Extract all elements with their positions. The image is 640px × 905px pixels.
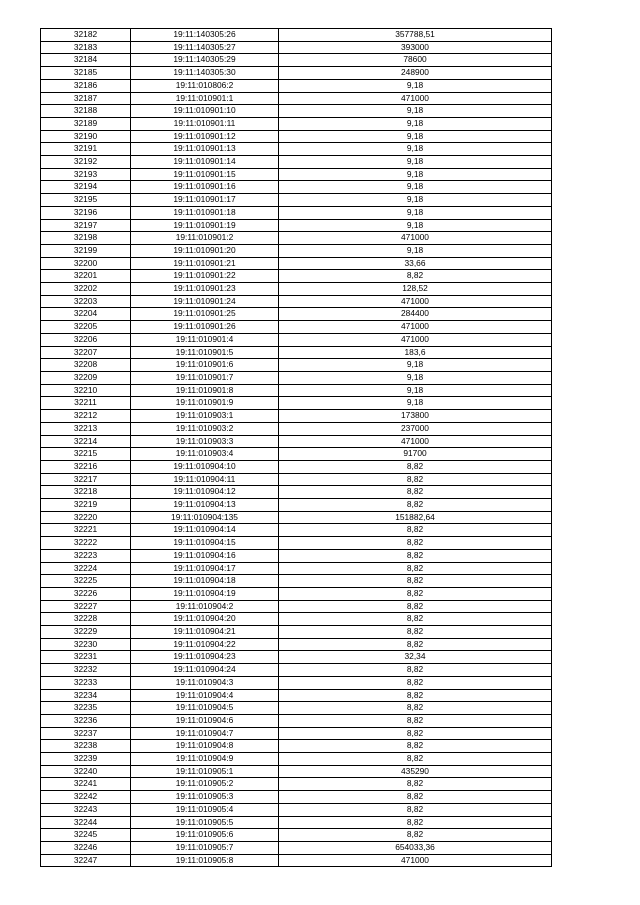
cadastral-number-cell: 19:11:010905:5 xyxy=(131,816,279,829)
value-cell: 8,82 xyxy=(279,524,552,537)
value-cell: 8,82 xyxy=(279,638,552,651)
table-row xyxy=(41,435,552,448)
value-cell: 9,18 xyxy=(279,168,552,181)
value-cell: 471000 xyxy=(279,92,552,105)
table-row xyxy=(41,219,552,232)
row-number-cell: 32221 xyxy=(41,524,131,537)
value-cell: 173800 xyxy=(279,410,552,423)
row-number-cell: 32230 xyxy=(41,638,131,651)
table-row xyxy=(41,575,552,588)
table-row xyxy=(41,232,552,245)
value-cell: 9,18 xyxy=(279,156,552,169)
value-cell: 471000 xyxy=(279,854,552,867)
value-cell: 78600 xyxy=(279,54,552,67)
cadastral-number-cell: 19:11:010901:19 xyxy=(131,219,279,232)
table-row xyxy=(41,829,552,842)
cadastral-number-cell: 19:11:010904:23 xyxy=(131,651,279,664)
value-cell: 9,18 xyxy=(279,359,552,372)
table-row xyxy=(41,600,552,613)
cadastral-number-cell: 19:11:010901:5 xyxy=(131,346,279,359)
table-row xyxy=(41,524,552,537)
value-cell: 8,82 xyxy=(279,460,552,473)
cadastral-number-cell: 19:11:140305:27 xyxy=(131,41,279,54)
cadastral-number-cell: 19:11:010903:2 xyxy=(131,422,279,435)
row-number-cell: 32214 xyxy=(41,435,131,448)
row-number-cell: 32243 xyxy=(41,803,131,816)
table-row xyxy=(41,29,552,42)
value-cell: 8,82 xyxy=(279,803,552,816)
cadastral-number-cell: 19:11:010904:5 xyxy=(131,702,279,715)
value-cell: 9,18 xyxy=(279,384,552,397)
cadastral-number-cell: 19:11:140305:29 xyxy=(131,54,279,67)
value-cell: 8,82 xyxy=(279,714,552,727)
value-cell: 9,18 xyxy=(279,130,552,143)
table-row xyxy=(41,422,552,435)
table-row xyxy=(41,753,552,766)
row-number-cell: 32235 xyxy=(41,702,131,715)
cadastral-number-cell: 19:11:010904:14 xyxy=(131,524,279,537)
value-cell: 32,34 xyxy=(279,651,552,664)
row-number-cell: 32200 xyxy=(41,257,131,270)
table-row xyxy=(41,333,552,346)
table-row xyxy=(41,206,552,219)
row-number-cell: 32234 xyxy=(41,689,131,702)
cadastral-number-cell: 19:11:010901:22 xyxy=(131,270,279,283)
cadastral-number-cell: 19:11:010901:11 xyxy=(131,117,279,130)
row-number-cell: 32247 xyxy=(41,854,131,867)
row-number-cell: 32244 xyxy=(41,816,131,829)
row-number-cell: 32193 xyxy=(41,168,131,181)
value-cell: 8,82 xyxy=(279,499,552,512)
row-number-cell: 32229 xyxy=(41,626,131,639)
value-cell: 9,18 xyxy=(279,206,552,219)
row-number-cell: 32245 xyxy=(41,829,131,842)
row-number-cell: 32207 xyxy=(41,346,131,359)
table-row xyxy=(41,816,552,829)
value-cell: 8,82 xyxy=(279,664,552,677)
value-cell: 9,18 xyxy=(279,194,552,207)
value-cell: 8,82 xyxy=(279,791,552,804)
cadastral-number-cell: 19:11:010905:4 xyxy=(131,803,279,816)
cadastral-number-cell: 19:11:010905:7 xyxy=(131,842,279,855)
cadastral-number-cell: 19:11:010904:19 xyxy=(131,587,279,600)
value-cell: 8,82 xyxy=(279,486,552,499)
value-cell: 8,82 xyxy=(279,702,552,715)
table-row xyxy=(41,664,552,677)
row-number-cell: 32220 xyxy=(41,511,131,524)
cadastral-number-cell: 19:11:010904:18 xyxy=(131,575,279,588)
row-number-cell: 32239 xyxy=(41,753,131,766)
value-cell: 471000 xyxy=(279,295,552,308)
value-cell: 248900 xyxy=(279,67,552,80)
cadastral-number-cell: 19:11:010904:12 xyxy=(131,486,279,499)
row-number-cell: 32204 xyxy=(41,308,131,321)
table-row xyxy=(41,778,552,791)
cadastral-number-cell: 19:11:010905:1 xyxy=(131,765,279,778)
cadastral-number-cell: 19:11:010901:24 xyxy=(131,295,279,308)
row-number-cell: 32188 xyxy=(41,105,131,118)
table-row xyxy=(41,549,552,562)
row-number-cell: 32210 xyxy=(41,384,131,397)
table-row xyxy=(41,371,552,384)
row-number-cell: 32201 xyxy=(41,270,131,283)
value-cell: 8,82 xyxy=(279,829,552,842)
value-cell: 8,82 xyxy=(279,549,552,562)
cadastral-number-cell: 19:11:010901:13 xyxy=(131,143,279,156)
cadastral-number-cell: 19:11:010901:21 xyxy=(131,257,279,270)
table-row xyxy=(41,308,552,321)
row-number-cell: 32199 xyxy=(41,244,131,257)
row-number-cell: 32217 xyxy=(41,473,131,486)
value-cell: 9,18 xyxy=(279,181,552,194)
value-cell: 8,82 xyxy=(279,473,552,486)
table-row xyxy=(41,54,552,67)
row-number-cell: 32192 xyxy=(41,156,131,169)
row-number-cell: 32202 xyxy=(41,283,131,296)
row-number-cell: 32218 xyxy=(41,486,131,499)
table-row xyxy=(41,384,552,397)
row-number-cell: 32213 xyxy=(41,422,131,435)
cadastral-number-cell: 19:11:010901:17 xyxy=(131,194,279,207)
data-table xyxy=(40,28,552,867)
cadastral-number-cell: 19:11:010904:15 xyxy=(131,537,279,550)
cadastral-number-cell: 19:11:010901:18 xyxy=(131,206,279,219)
row-number-cell: 32216 xyxy=(41,460,131,473)
table-row xyxy=(41,257,552,270)
value-cell: 8,82 xyxy=(279,816,552,829)
table-row xyxy=(41,41,552,54)
row-number-cell: 32190 xyxy=(41,130,131,143)
value-cell: 8,82 xyxy=(279,562,552,575)
table-row xyxy=(41,194,552,207)
table-row xyxy=(41,651,552,664)
table-row xyxy=(41,473,552,486)
table-row xyxy=(41,117,552,130)
row-number-cell: 32194 xyxy=(41,181,131,194)
value-cell: 9,18 xyxy=(279,117,552,130)
cadastral-number-cell: 19:11:010904:13 xyxy=(131,499,279,512)
table-row xyxy=(41,105,552,118)
cadastral-number-cell: 19:11:010901:7 xyxy=(131,371,279,384)
table-row xyxy=(41,765,552,778)
table-row xyxy=(41,854,552,867)
table-row xyxy=(41,283,552,296)
table-row xyxy=(41,791,552,804)
table-row xyxy=(41,321,552,334)
table-row xyxy=(41,448,552,461)
table-row xyxy=(41,397,552,410)
table-row xyxy=(41,803,552,816)
value-cell: 357788,51 xyxy=(279,29,552,42)
value-cell: 9,18 xyxy=(279,143,552,156)
row-number-cell: 32186 xyxy=(41,79,131,92)
row-number-cell: 32185 xyxy=(41,67,131,80)
cadastral-number-cell: 19:11:010903:3 xyxy=(131,435,279,448)
value-cell: 151882,64 xyxy=(279,511,552,524)
row-number-cell: 32232 xyxy=(41,664,131,677)
table-row xyxy=(41,486,552,499)
row-number-cell: 32215 xyxy=(41,448,131,461)
value-cell: 393000 xyxy=(279,41,552,54)
cadastral-number-cell: 19:11:010904:10 xyxy=(131,460,279,473)
cadastral-number-cell: 19:11:010901:14 xyxy=(131,156,279,169)
row-number-cell: 32238 xyxy=(41,740,131,753)
cadastral-number-cell: 19:11:010904:3 xyxy=(131,676,279,689)
table-row xyxy=(41,168,552,181)
row-number-cell: 32206 xyxy=(41,333,131,346)
row-number-cell: 32241 xyxy=(41,778,131,791)
row-number-cell: 32191 xyxy=(41,143,131,156)
value-cell: 9,18 xyxy=(279,219,552,232)
table-row xyxy=(41,67,552,80)
row-number-cell: 32222 xyxy=(41,537,131,550)
value-cell: 8,82 xyxy=(279,626,552,639)
cadastral-number-cell: 19:11:010904:24 xyxy=(131,664,279,677)
cadastral-number-cell: 19:11:140305:26 xyxy=(131,29,279,42)
row-number-cell: 32184 xyxy=(41,54,131,67)
value-cell: 8,82 xyxy=(279,587,552,600)
table-row xyxy=(41,626,552,639)
value-cell: 8,82 xyxy=(279,575,552,588)
value-cell: 9,18 xyxy=(279,79,552,92)
cadastral-number-cell: 19:11:010903:4 xyxy=(131,448,279,461)
cadastral-number-cell: 19:11:010901:4 xyxy=(131,333,279,346)
value-cell: 128,52 xyxy=(279,283,552,296)
value-cell: 8,82 xyxy=(279,600,552,613)
table-row xyxy=(41,346,552,359)
cadastral-number-cell: 19:11:010904:9 xyxy=(131,753,279,766)
cadastral-number-cell: 19:11:010901:20 xyxy=(131,244,279,257)
cadastral-number-cell: 19:11:010901:12 xyxy=(131,130,279,143)
table-row xyxy=(41,562,552,575)
cadastral-number-cell: 19:11:010905:6 xyxy=(131,829,279,842)
value-cell: 435290 xyxy=(279,765,552,778)
row-number-cell: 32189 xyxy=(41,117,131,130)
cadastral-number-cell: 19:11:010904:21 xyxy=(131,626,279,639)
table-row xyxy=(41,638,552,651)
value-cell: 471000 xyxy=(279,333,552,346)
value-cell: 9,18 xyxy=(279,397,552,410)
row-number-cell: 32211 xyxy=(41,397,131,410)
row-number-cell: 32187 xyxy=(41,92,131,105)
cadastral-number-cell: 19:11:010901:9 xyxy=(131,397,279,410)
row-number-cell: 32242 xyxy=(41,791,131,804)
table-row xyxy=(41,613,552,626)
cadastral-number-cell: 19:11:010904:17 xyxy=(131,562,279,575)
value-cell: 8,82 xyxy=(279,613,552,626)
table-body xyxy=(41,29,552,867)
table-row xyxy=(41,156,552,169)
row-number-cell: 32224 xyxy=(41,562,131,575)
table-row xyxy=(41,689,552,702)
row-number-cell: 32219 xyxy=(41,499,131,512)
row-number-cell: 32246 xyxy=(41,842,131,855)
value-cell: 8,82 xyxy=(279,689,552,702)
value-cell: 8,82 xyxy=(279,740,552,753)
table-row xyxy=(41,511,552,524)
cadastral-number-cell: 19:11:010901:26 xyxy=(131,321,279,334)
cadastral-number-cell: 19:11:010904:16 xyxy=(131,549,279,562)
table-row xyxy=(41,181,552,194)
table-row xyxy=(41,79,552,92)
value-cell: 654033,36 xyxy=(279,842,552,855)
cadastral-number-cell: 19:11:010901:10 xyxy=(131,105,279,118)
table-row xyxy=(41,676,552,689)
row-number-cell: 32233 xyxy=(41,676,131,689)
row-number-cell: 32196 xyxy=(41,206,131,219)
row-number-cell: 32237 xyxy=(41,727,131,740)
cadastral-number-cell: 19:11:010806:2 xyxy=(131,79,279,92)
value-cell: 9,18 xyxy=(279,371,552,384)
row-number-cell: 32208 xyxy=(41,359,131,372)
row-number-cell: 32226 xyxy=(41,587,131,600)
value-cell: 237000 xyxy=(279,422,552,435)
row-number-cell: 32205 xyxy=(41,321,131,334)
row-number-cell: 32236 xyxy=(41,714,131,727)
row-number-cell: 32225 xyxy=(41,575,131,588)
row-number-cell: 32198 xyxy=(41,232,131,245)
cadastral-number-cell: 19:11:010905:3 xyxy=(131,791,279,804)
table-row xyxy=(41,587,552,600)
table-row xyxy=(41,92,552,105)
value-cell: 8,82 xyxy=(279,753,552,766)
cadastral-number-cell: 19:11:010904:20 xyxy=(131,613,279,626)
row-number-cell: 32182 xyxy=(41,29,131,42)
row-number-cell: 32212 xyxy=(41,410,131,423)
table-row xyxy=(41,714,552,727)
row-number-cell: 32209 xyxy=(41,371,131,384)
table-row xyxy=(41,499,552,512)
cadastral-number-cell: 19:11:010901:16 xyxy=(131,181,279,194)
value-cell: 284400 xyxy=(279,308,552,321)
row-number-cell: 32203 xyxy=(41,295,131,308)
cadastral-number-cell: 19:11:010904:22 xyxy=(131,638,279,651)
row-number-cell: 32227 xyxy=(41,600,131,613)
table-row xyxy=(41,270,552,283)
cadastral-number-cell: 19:11:010901:8 xyxy=(131,384,279,397)
row-number-cell: 32223 xyxy=(41,549,131,562)
row-number-cell: 32231 xyxy=(41,651,131,664)
row-number-cell: 32228 xyxy=(41,613,131,626)
cadastral-number-cell: 19:11:010904:4 xyxy=(131,689,279,702)
row-number-cell: 32240 xyxy=(41,765,131,778)
value-cell: 8,82 xyxy=(279,270,552,283)
cadastral-number-cell: 19:11:010901:6 xyxy=(131,359,279,372)
row-number-cell: 32197 xyxy=(41,219,131,232)
cadastral-number-cell: 19:11:010904:2 xyxy=(131,600,279,613)
cadastral-number-cell: 19:11:010904:7 xyxy=(131,727,279,740)
value-cell: 183,6 xyxy=(279,346,552,359)
value-cell: 8,82 xyxy=(279,537,552,550)
value-cell: 91700 xyxy=(279,448,552,461)
row-number-cell: 32183 xyxy=(41,41,131,54)
table-row xyxy=(41,727,552,740)
value-cell: 9,18 xyxy=(279,244,552,257)
table-row xyxy=(41,842,552,855)
cadastral-number-cell: 19:11:010904:6 xyxy=(131,714,279,727)
cadastral-number-cell: 19:11:010901:25 xyxy=(131,308,279,321)
table-row xyxy=(41,295,552,308)
table-row xyxy=(41,130,552,143)
cadastral-number-cell: 19:11:010901:2 xyxy=(131,232,279,245)
value-cell: 8,82 xyxy=(279,676,552,689)
value-cell: 471000 xyxy=(279,321,552,334)
value-cell: 33,66 xyxy=(279,257,552,270)
table-row xyxy=(41,410,552,423)
table-row xyxy=(41,460,552,473)
value-cell: 8,82 xyxy=(279,727,552,740)
cadastral-number-cell: 19:11:010901:15 xyxy=(131,168,279,181)
cadastral-number-cell: 19:11:010903:1 xyxy=(131,410,279,423)
cadastral-number-cell: 19:11:010905:2 xyxy=(131,778,279,791)
table-row xyxy=(41,244,552,257)
value-cell: 471000 xyxy=(279,232,552,245)
cadastral-number-cell: 19:11:010904:11 xyxy=(131,473,279,486)
table-row xyxy=(41,740,552,753)
cadastral-number-cell: 19:11:010905:8 xyxy=(131,854,279,867)
table-row xyxy=(41,143,552,156)
value-cell: 9,18 xyxy=(279,105,552,118)
value-cell: 471000 xyxy=(279,435,552,448)
row-number-cell: 32195 xyxy=(41,194,131,207)
cadastral-number-cell: 19:11:140305:30 xyxy=(131,67,279,80)
cadastral-number-cell: 19:11:010904:135 xyxy=(131,511,279,524)
cadastral-number-cell: 19:11:010901:23 xyxy=(131,283,279,296)
cadastral-number-cell: 19:11:010901:1 xyxy=(131,92,279,105)
table-row xyxy=(41,702,552,715)
cadastral-number-cell: 19:11:010904:8 xyxy=(131,740,279,753)
table-row xyxy=(41,359,552,372)
value-cell: 8,82 xyxy=(279,778,552,791)
table-row xyxy=(41,537,552,550)
